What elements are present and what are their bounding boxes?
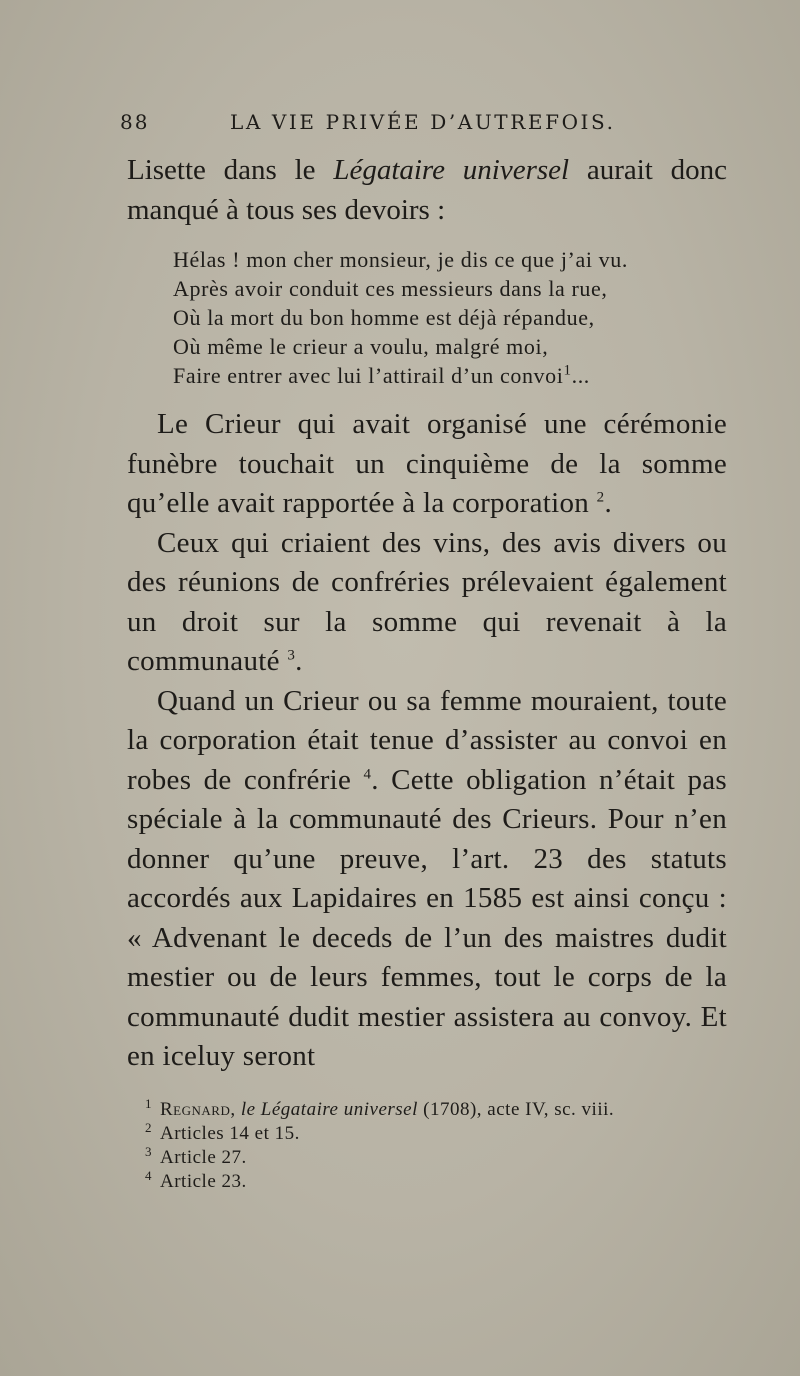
paragraph-crieur-ceremonie [127, 405, 727, 524]
footnote-ref-2: 2 [596, 489, 605, 506]
footnote-1-separator: , [230, 1099, 241, 1120]
verse-line-4: Où même le crieur a voulu, malgré moi, [173, 334, 549, 359]
paragraph-2-end: . [295, 645, 303, 677]
paragraph-vins-avis [127, 524, 727, 682]
verse-quotation [173, 245, 693, 390]
verse-trailing: ... [571, 363, 590, 388]
page-number: 88 [120, 110, 150, 134]
footnote-3 [145, 1143, 725, 1170]
verse-line-2: Après avoir conduit ces messieurs dans la rue, [173, 276, 608, 301]
footnote-1-rest: (1708), acte IV, sc. viii. [417, 1099, 615, 1120]
footnote-1-author: Regnard [160, 1099, 231, 1120]
paragraph-3-text-b: . Cette obligation n’était pas spéciale à la communauté des Crieurs. Pour n’en donner qu’une preuve, l’art. 23 des statuts accordés aux Lapidaires en 1585 est ainsi conçu : « Advenant le deceds de l’un des maistres dudit mestier ou de leurs femmes, tout le corps de la communauté dudit mestier assistera au convoy. Et en iceluy seront [127, 763, 727, 1072]
footnotes [145, 1095, 725, 1194]
footnote-2-text: Articles 14 et 15. [160, 1123, 300, 1144]
paragraph-2-text: Ceux qui criaient des vins, des avis divers ou des réunions de confréries prélevaient également un droit sur la somme qui revenait à la communauté [127, 526, 727, 677]
footnote-1-number: 1 [145, 1095, 152, 1111]
running-title: LA VIE PRIVÉE D’AUTREFOIS. [230, 110, 616, 134]
verse-line-3: Où la mort du bon homme est déjà répandue, [173, 305, 595, 330]
footnote-3-text: Article 27. [160, 1147, 247, 1168]
footnote-2-number: 2 [145, 1119, 152, 1135]
intro-italic-title: Légataire universel [333, 154, 570, 186]
paragraph-1-end: . [604, 487, 613, 519]
running-head [120, 110, 720, 140]
verse-line-5 [173, 361, 693, 390]
footnote-ref-1: 1 [563, 362, 572, 379]
footnote-3-number: 3 [145, 1143, 152, 1159]
intro-text-before: Lisette dans le [127, 154, 334, 186]
intro-paragraph [127, 150, 727, 230]
paragraph-3-text-a: Quand un Crieur ou sa femme mouraient, toute la corporation était tenue d’assister au convoi en robes de confrérie [127, 684, 727, 796]
main-text [127, 405, 727, 1077]
footnote-ref-3: 3 [287, 647, 296, 664]
footnote-ref-4: 4 [363, 765, 372, 782]
footnote-4-text: Article 23. [160, 1171, 247, 1192]
intro-text-after: aurait donc manqué à tous ses devoirs : [127, 154, 727, 226]
footnote-1 [145, 1095, 725, 1122]
paragraph-1-text: Le Crieur qui avait organisé une cérémonie funèbre touchait un cinquième de la somme qu’elle avait rapportée à la corporation [127, 408, 727, 519]
paragraph-convoi [127, 682, 727, 1077]
footnote-4 [145, 1167, 725, 1194]
verse-line-1: Hélas ! mon cher monsieur, je dis ce que j’ai vu. [173, 247, 628, 272]
footnote-4-number: 4 [145, 1167, 152, 1183]
verse-line-5-text: Faire entrer avec lui l’attirail d’un convoi [173, 363, 564, 388]
footnote-2 [145, 1119, 725, 1146]
footnote-1-title: le Légataire universel [240, 1099, 418, 1120]
